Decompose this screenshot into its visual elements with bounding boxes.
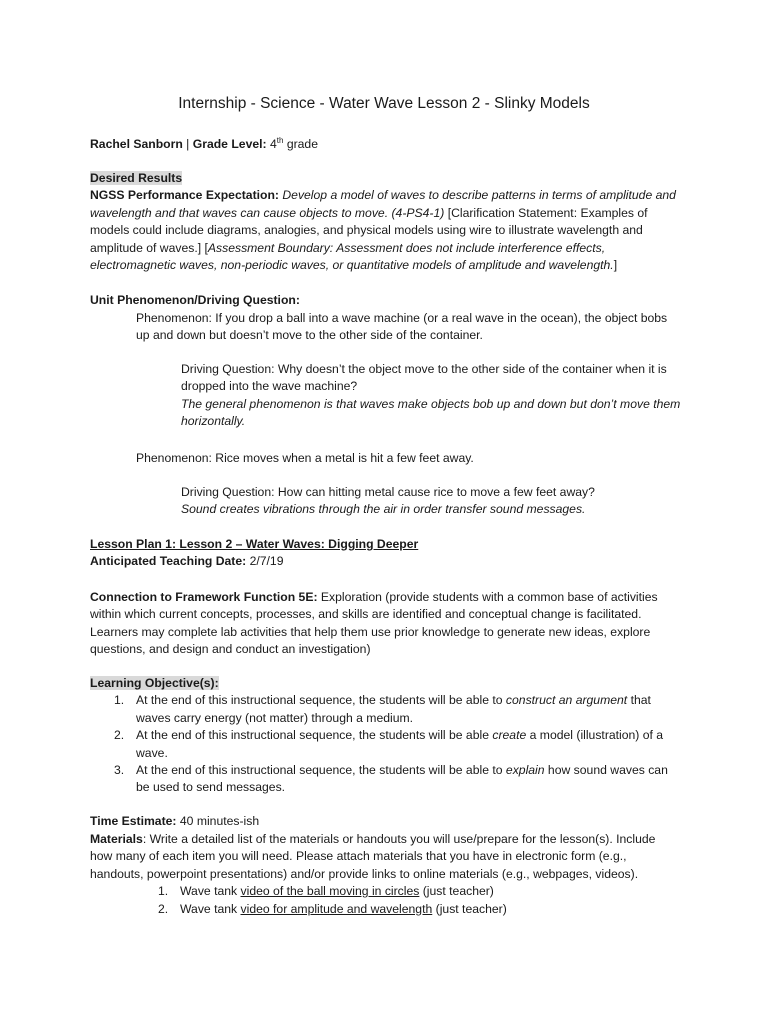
material-note: (just teacher)	[419, 884, 494, 899]
material-text: Wave tank	[180, 901, 241, 916]
objectives-section	[90, 675, 680, 797]
material-number: 1.	[158, 884, 169, 899]
teaching-date-value: 2/7/19	[249, 554, 284, 569]
objective-emphasis: explain	[505, 763, 545, 778]
time-estimate-label: Time Estimate:	[90, 814, 177, 828]
driving-question-2	[181, 484, 681, 519]
objectives-list	[90, 692, 680, 796]
materials-section	[90, 831, 680, 918]
author-name: Rachel Sanborn	[90, 137, 183, 151]
objective-emphasis: create	[492, 728, 527, 743]
desired-results-section	[90, 170, 680, 274]
boundary-close: ]	[613, 258, 618, 273]
grade-suffix: th	[276, 136, 284, 145]
objective-number: 3.	[114, 763, 125, 778]
objective-number: 2.	[114, 728, 125, 743]
material-text: Wave tank	[180, 884, 241, 899]
materials-label: Materials	[90, 832, 143, 846]
driving-question-2-text: Driving Question: How can hitting metal cause rice to move a few feet away?	[181, 485, 595, 499]
lesson-section	[90, 536, 680, 571]
lesson-heading: Lesson Plan 1: Lesson 2 – Water Waves: Digging Deeper	[90, 537, 419, 551]
objective-item	[90, 727, 680, 762]
objective-item	[90, 762, 680, 797]
objective-text-end: a model (illustration) of a wave.	[136, 728, 664, 760]
time-estimate	[90, 813, 680, 830]
objective-text-end: that waves carry energy (not matter) through a medium.	[136, 693, 651, 725]
objective-item	[90, 692, 680, 727]
material-note: (just teacher)	[432, 901, 507, 916]
driving-question-1-answer: The general phenomenon is that waves make objects bob up and down but don’t move them horizontally.	[181, 396, 681, 429]
driving-question-1-text: Driving Question: Why doesn’t the object move to the other side of the container when it is dropped into the wave machine?	[181, 362, 667, 394]
objective-text: At the end of this instructional sequence, the students will be able	[136, 728, 493, 743]
objective-emphasis: construct an argument	[505, 693, 628, 708]
ngss-paragraph	[90, 187, 680, 274]
time-estimate-value: 40 minutes-ish	[179, 814, 260, 828]
teaching-date-label: Anticipated Teaching Date:	[90, 554, 247, 569]
document-title: Internship - Science - Water Wave Lesson 2 - Slinky Models	[178, 95, 590, 112]
material-item	[90, 901, 680, 918]
material-item	[90, 883, 680, 900]
phenomenon-heading	[90, 292, 680, 309]
author-separator: |	[182, 137, 193, 151]
driving-question-2-answer: Sound creates vibrations through the air in order transfer sound messages.	[181, 502, 586, 517]
ngss-label: NGSS Performance Expectation:	[90, 188, 279, 203]
phenomenon-heading-text: Unit Phenomenon/Driving Question:	[90, 293, 300, 307]
objective-text: At the end of this instructional sequence, the students will be able to	[136, 763, 506, 778]
objective-number: 1.	[114, 693, 125, 708]
driving-question-1	[181, 361, 681, 431]
connection-paragraph	[90, 589, 680, 659]
phenomenon-2: Phenomenon: Rice moves when a metal is hit a few feet away.	[136, 451, 474, 465]
objective-text-end: how sound waves can be used to send messages.	[136, 763, 668, 795]
connection-label: Connection to Framework Function 5E:	[90, 590, 318, 604]
ngss-expectation: Develop a model of waves to describe patterns in terms of amplitude and wavelength and that waves can cause objects to move. (4-PS4-1)	[90, 188, 676, 220]
materials-text: : Write a detailed list of the materials or handouts you will use/prepare for the lesson(s). Include how many of each item you will need. Please attach materials that you have in electronic form (e.g., handouts, powerpoint presentations) and/or provide links to online materials (e.g., webpages, videos).	[90, 832, 656, 881]
grade-label: Grade Level:	[192, 137, 267, 151]
grade-word: grade	[286, 137, 318, 151]
phenomenon-1: Phenomenon: If you drop a ball into a wave machine (or a real wave in the ocean), the object bobs up and down but doesn’t move to the other side of the container.	[136, 311, 668, 343]
author-line	[90, 136, 680, 153]
objective-text: At the end of this instructional sequence, the students will be able to	[136, 693, 506, 708]
material-video-link[interactable]: video for amplitude and wavelength	[240, 901, 433, 916]
assessment-boundary: Assessment Boundary: Assessment does not include interference effects, electromagnetic waves, non-periodic waves, or quantitative models of amplitude and wavelength.	[90, 240, 614, 273]
clarification-statement: [Clarification Statement: Examples of models could include diagrams, analogies, and physical models using wire to illustrate wavelength and amplitude of waves.] [	[90, 205, 648, 255]
material-video-link[interactable]: video of the ball moving in circles	[240, 884, 420, 899]
desired-results-heading: Desired Results	[90, 171, 183, 185]
material-number: 2.	[158, 901, 169, 916]
objectives-heading: Learning Objective(s):	[90, 676, 219, 690]
connection-text: Exploration (provide students with a common base of activities within which current concepts, processes, and skills are identified and conceptual change is facilitated. Learners may complete lab activities that help them use prior knowledge to generate new ideas, explore questions, and design and conduct an investigation)	[90, 590, 658, 657]
grade-number: 4	[269, 137, 277, 151]
materials-list	[90, 883, 680, 918]
